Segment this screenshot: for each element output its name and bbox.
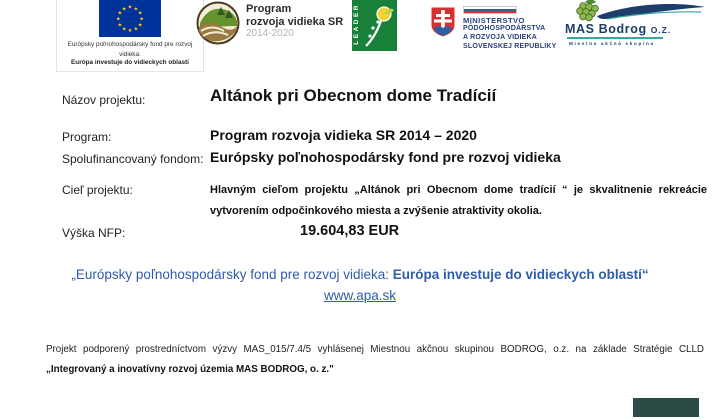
prv-label-line1: Program [246,3,292,15]
leader-logo-text: LEADER [353,3,360,45]
project-name-label: Názov projektu: [62,93,146,107]
project-goal-value: Hlavným cieľom projektu „Altánok pri Obecnom dome tradícií “ je skvalitnenie rekreácie vytvorením odpočinkového miesta a zvýšenie atraktivity okolia. [210,184,707,217]
support-statement-line2: „Integrovaný a inovatívny rozvoj územia MAS BODROG, o. z." [46,364,334,375]
svg-text:★: ★ [121,26,127,33]
svg-text:★: ★ [133,6,139,13]
mas-name-text: MAS Bodrog [565,22,647,36]
eu-flag-icon [99,0,161,37]
corner-block [633,398,699,417]
mas-name-suffix: O.Z. [650,25,672,35]
program-label: Program: [62,130,112,144]
apa-website-link[interactable]: www.apa.sk [323,287,397,303]
nfp-amount-value: 19.604,83 EUR [300,223,400,239]
svg-text:★: ★ [139,16,145,23]
fund-slogan-line [0,265,720,286]
svg-text:★: ★ [127,28,133,35]
eu-logo-block [56,0,204,72]
svg-text:★: ★ [115,16,121,23]
grapes-river-icon [563,0,708,22]
leader-logo-block [352,0,397,51]
mas-teal-rule [567,37,663,39]
svg-text:★: ★ [117,22,123,29]
svg-text:★: ★ [137,10,143,17]
slovak-tricolor-icon [463,6,517,14]
ministry-logo-block [430,6,556,51]
project-name-value: Altánok pri Obecnom dome Tradícií [210,86,497,105]
support-statement-line1: Projekt podporený prostredníctvom výzvy MAS_015/7.4/5 vyhlásenej Miestnou akčnou skupinou BODROG, o.z. na základe Stratégie CLLD [46,344,704,355]
fund-slogan-normal: „Európsky poľnohospodársky fond pre rozvoj vidieka: [71,267,393,282]
eu-caption-line2: Európa investuje do vidieckych oblastí [71,59,189,67]
prv-label-years: 2014-2020 [246,28,294,40]
ministry-name-line1: MINISTERSTVO [463,16,525,25]
mas-logo-subtitle: Miestna akčná skupina [569,41,655,46]
slovak-emblem-icon [430,6,456,38]
prv-logo-block [196,1,343,45]
nfp-amount-label: Výška NFP: [62,226,126,240]
program-value: Program rozvoja vidieka SR 2014 – 2020 [210,127,477,143]
svg-text:★: ★ [137,22,143,29]
fund-slogan-bold: Európa investuje do vidieckych oblastí“ [392,267,649,282]
cofinanced-fund-value: Európsky poľnohospodársky fond pre rozvoj vidieka [210,149,561,165]
prv-label-line2: rozvoja vidieka SR [246,15,344,28]
ministry-name-line2: PÔDOHOSPODÁRSTVA [463,25,546,33]
eu-caption-line1: Európsky poľnohospodársky fond pre rozvoj vidieka: [67,41,193,58]
svg-text:★: ★ [133,26,139,33]
ministry-name-line4: SLOVENSKEJ REPUBLIKY [463,42,557,50]
prv-hills-icon [196,1,240,45]
cofinanced-fund-label: Spolufinancovaný fondom: [62,152,204,166]
ministry-name-line3: A ROZVOJA VIDIEKA [463,33,538,41]
project-goal-label: Cieľ projektu: [62,183,133,197]
mas-logo-name [565,22,671,36]
leader-plant-icon [360,2,396,50]
svg-text:★: ★ [127,4,133,11]
svg-text:★: ★ [121,6,127,13]
fund-slogan-banner [0,265,720,307]
svg-text:★: ★ [117,10,123,17]
